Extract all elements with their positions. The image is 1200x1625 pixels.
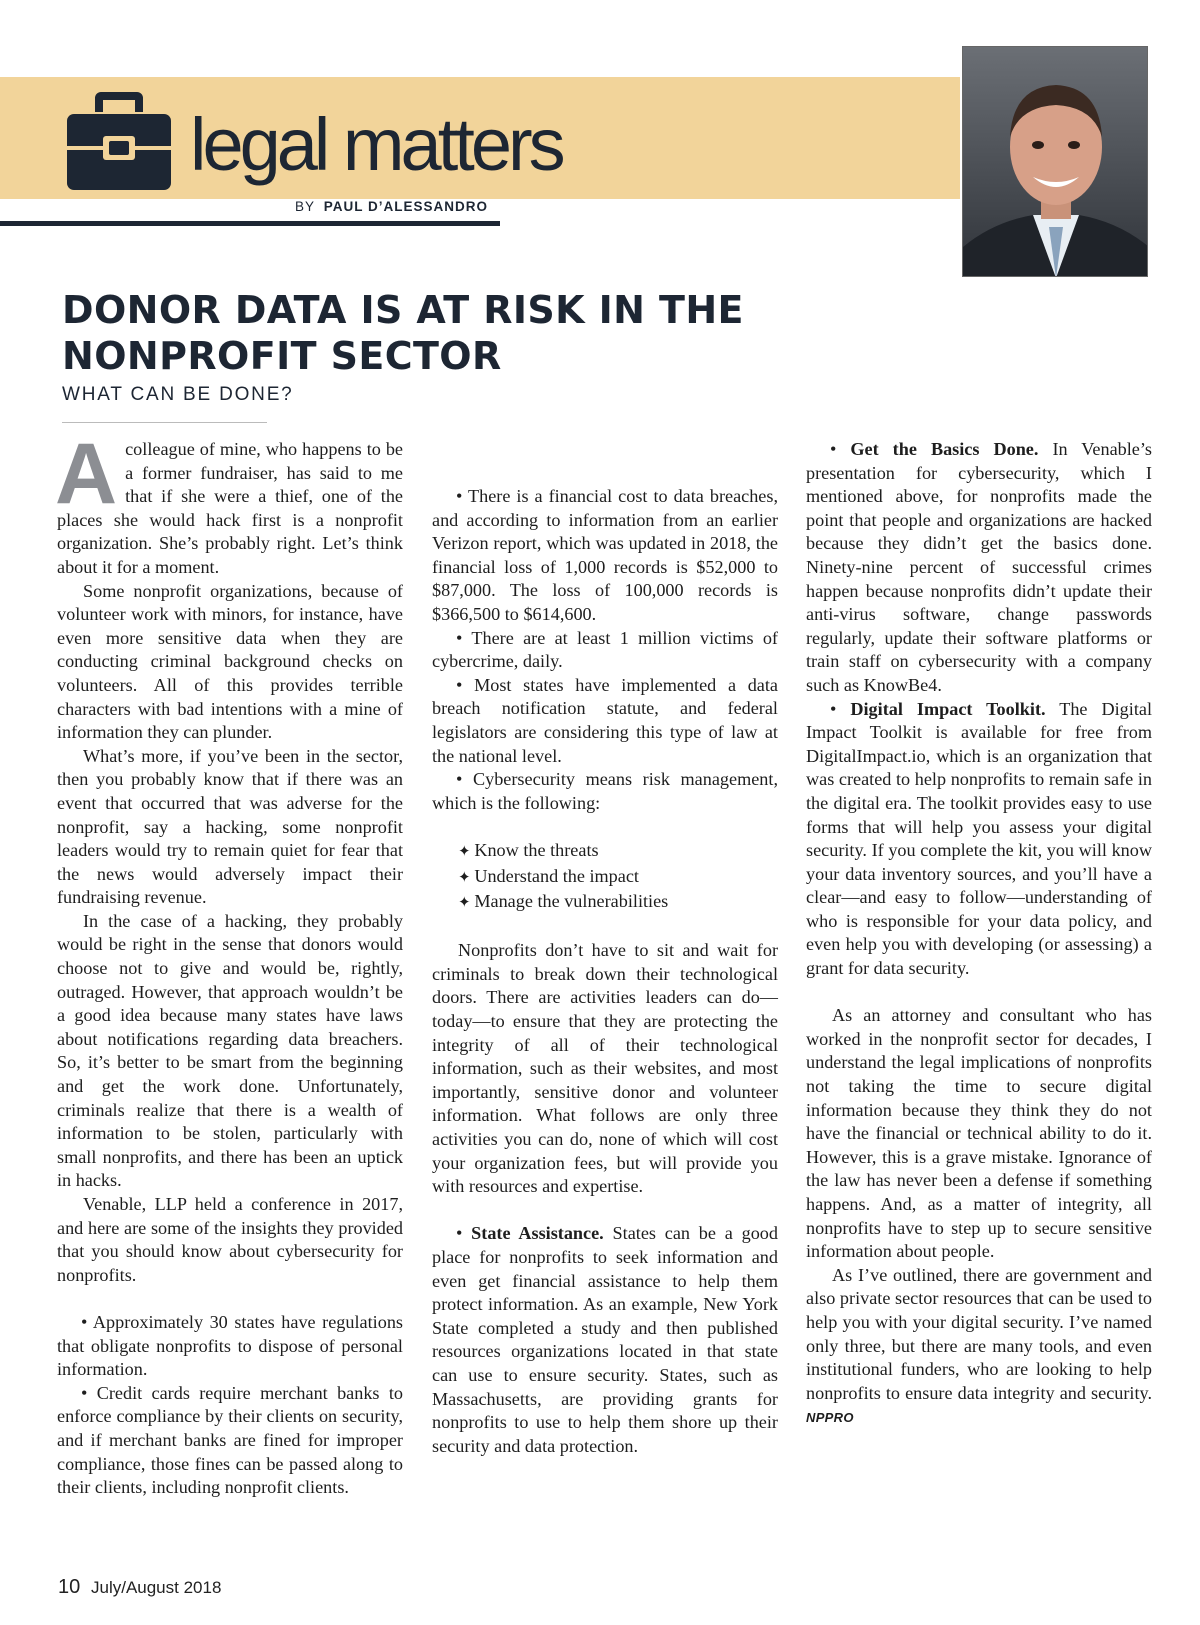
bullet-item: • Cybersecurity means risk management, which is the following: — [432, 768, 778, 815]
article-subhead: WHAT CAN BE DONE? — [62, 384, 294, 405]
bullet-text: In Venable’s presentation for cybersecurity, which I mentioned above, for nonprofits made the point that people and organizations are hacked because they didn’t get the basics done. Ninety-nine percent of successful crimes happen because nonprofits didn’t update their anti-virus software, change passwords regularly, update their software platforms or train staff on cybersecurity with a company such as KnowBe4. — [806, 439, 1152, 695]
article-column-2 — [432, 438, 778, 1458]
bullet-item: • There are at least 1 million victims of cybercrime, daily. — [432, 627, 778, 674]
byline-prefix: BY — [295, 199, 316, 214]
bullet-label: Digital Impact Toolkit. — [850, 698, 1046, 719]
drop-cap: A — [55, 426, 118, 522]
section-title: legal matters — [190, 103, 562, 186]
paragraph: Some nonprofit organizations, because of volunteer work with minors, for instance, have even more sensitive data when they are conducting criminal background checks on volunteers. All of this provides terrible characters with bad intentions with a mine of information they can plunder. — [57, 580, 403, 743]
bullet-item: • Approximately 30 states have regulations that obligate nonprofits to dispose of personal information. — [57, 1311, 403, 1382]
paragraph: As an attorney and consultant who has worked in the nonprofit sector for decades, I understand the legal implications of nonprofits not taking the time to secure digital information because they think they do not have the financial or technical ability to do it. However, this is a grave mistake. Ignorance of the law has never been a defense if something happens. And, as a matter of integrity, all nonprofits have to step up to secure sensitive information about people. — [806, 1005, 1152, 1262]
bullet-item-basics — [806, 438, 1152, 698]
paragraph-closing — [806, 1264, 1152, 1430]
bullet-text: The Digital Impact Toolkit is available for free from DigitalImpact.io, which is an organization that was created to help nonprofits to remain safe in the digital era. The toolkit provides easy to use forms that will help you assess your digital security. If you complete the kit, you will know your data inventory sources, and you’ll have a clear—and easy to follow—understanding of who is responsible for your data policy, and even help you with developing (or assessing) a grant for data security. — [806, 698, 1153, 979]
paragraph: What’s more, if you’ve been in the sector, then you probably know that if there was an event that occurred that was adverse for the nonprofit, say a hacking, some nonprofit leaders would try to remain quiet for fear that the news would adversely impact their fundraising revenue. — [57, 745, 403, 908]
paragraph: Nonprofits don’t have to sit and wait for criminals to break down their technological doors. There are activities leaders can do—today—to ensure that they are protecting the integrity of all of their technological information, such as their websites, and most importantly, sensitive donor and volunteer information. What follows are only three activities you can do, none of which will cost your organization fees, but will provide you with resources and expertise. — [432, 940, 778, 1197]
page-number: 10 — [58, 1576, 81, 1598]
article-column-3 — [806, 438, 1152, 1430]
bullet-label: Get the Basics Done. — [850, 439, 1039, 459]
page-footer — [58, 1576, 221, 1599]
bullet-item-state-assistance — [432, 1222, 778, 1458]
paragraph-text: As I’ve outlined, there are government and also private sector resources that can be used to help you with your digital security. I’ve named only three, but there are many tools, and even institutional funders, who are looking to help nonprofits to ensure data integrity and security. — [806, 1264, 1152, 1403]
risk-list-item: ✦ Manage the vulnerabilities — [432, 890, 778, 916]
signoff-logo: NPPRO — [806, 1410, 854, 1426]
bullet-item: • Most states have implemented a data breach notification statute, and federal legislators are considering this type of law at the national level. — [432, 674, 778, 768]
risk-list-item: ✦ Understand the impact — [432, 865, 778, 891]
paragraph: In the case of a hacking, they probably would be right in the sense that donors would choose not to give and would be, rightly, outraged. However, that approach wouldn’t be a good idea because many states have laws about notifications regarding data breachers. So, it’s better to be smart from the beginning and get the work done. Unfortunately, criminals realize that there is a wealth of information to be stolen, particularly with small nonprofits, and there has been an uptick in hacks. — [57, 910, 403, 1191]
bullet-item-toolkit — [806, 698, 1152, 981]
author-portrait — [962, 46, 1148, 277]
subhead-divider — [62, 422, 267, 423]
article-column-1 — [55, 426, 403, 1500]
paragraph-text: colleague of mine, who happens to be a former fundraiser, has said to me that if she were a thief, one of the places she would hack first is a nonprofit organization. She’s probably right. Let’s think about it for a moment. — [57, 439, 403, 577]
bullet-item: • There is a financial cost to data breaches, and according to information from an earlier Verizon report, which was updated in 2018, the financial loss of 1,000 records is $52,000 to $87,000. The loss of 100,000 records is $366,500 to $614,600. — [432, 485, 778, 627]
bullet-text: States can be a good place for nonprofits to seek information and even get financial assistance to help them protect information. As an example, New York State completed a study and then published resources organizations located in that state can use to ensure security. States, such as Massachusetts, are providing grants for nonprofits to use to help them shore up their security and data protection. — [432, 1223, 778, 1456]
article-headline: DONOR DATA IS AT RISK IN THE NONPROFIT SECTOR — [62, 288, 744, 378]
bullet-label: State Assistance. — [471, 1223, 604, 1244]
paragraph-intro — [55, 426, 403, 580]
author-portrait-image — [963, 47, 1148, 277]
briefcase-icon — [65, 88, 173, 192]
risk-list-item: ✦ Know the threats — [432, 839, 778, 865]
byline — [295, 199, 488, 214]
bullet-item: • Credit cards require merchant banks to enforce compliance by their clients on security, and if merchant banks are fined for improper compliance, those fines can be passed along to their clients, including nonprofit clients. — [57, 1382, 403, 1500]
header-rule — [0, 221, 500, 226]
paragraph: Venable, LLP held a conference in 2017, and here are some of the insights they provided that you should know about cybersecurity for nonprofits. — [57, 1194, 403, 1285]
author-name: PAUL D’ALESSANDRO — [323, 199, 489, 214]
issue-date: July/August 2018 — [90, 1578, 222, 1597]
